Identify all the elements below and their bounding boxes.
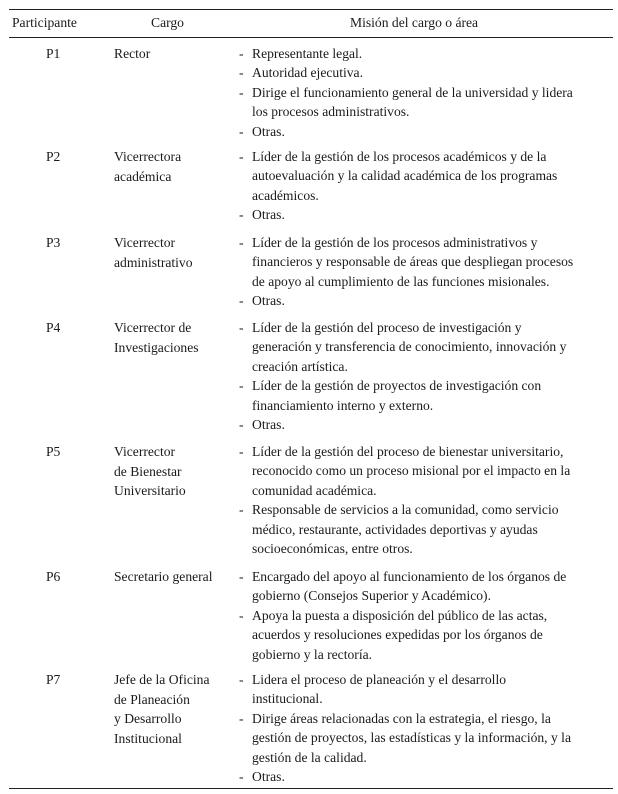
mision-item — [237, 318, 609, 376]
mision-line: los procesos administrativos. — [252, 104, 410, 120]
mision-item — [237, 415, 609, 434]
mision-line: académicos. — [252, 187, 319, 203]
participant-id: P7 — [46, 672, 61, 687]
mision-line: médico, restaurante, actividades deportivas y ayudas — [252, 521, 538, 537]
mision-line: Encargado del apoyo al funcionamiento de los órganos de — [252, 569, 567, 584]
mision-line: Representante legal. — [252, 46, 363, 61]
mision-item — [237, 606, 609, 664]
mision-item — [237, 709, 609, 767]
bullet-dash: - — [239, 417, 244, 433]
participant-id: P2 — [46, 149, 61, 164]
mision-line: Líder de la gestión del proceso de investigación y — [252, 320, 522, 335]
mision-item — [237, 205, 609, 224]
mision-line: creación artística. — [252, 358, 348, 374]
bullet-dash: - — [239, 46, 244, 61]
mision-cell — [237, 233, 609, 311]
cargo-line: Rector — [114, 46, 151, 61]
cargo-cell — [114, 233, 236, 272]
mision-item — [237, 44, 609, 63]
cargo-line: Jefe de la Oficina — [114, 672, 210, 687]
mision-line: financieros y responsable de áreas que despliegan procesos — [252, 254, 574, 270]
mision-line: Otras. — [252, 417, 285, 433]
cargo-cell — [114, 670, 236, 748]
bullet-dash: - — [239, 65, 244, 81]
mision-line: gestión de la calidad. — [252, 749, 367, 765]
mision-line: financiamiento interno y externo. — [252, 397, 434, 413]
cargo-line: Vicerrector de — [114, 320, 192, 335]
mision-line: Otras. — [252, 207, 285, 223]
cargo-line: Vicerrector — [114, 235, 176, 250]
participant-id: P6 — [46, 569, 61, 584]
bullet-dash: - — [239, 207, 244, 223]
mision-line: reconocido como un proceso misional por el impacto en la — [252, 463, 571, 479]
mision-item — [237, 122, 609, 141]
bullet-dash: - — [239, 710, 244, 726]
bullet-dash: - — [239, 672, 244, 687]
mision-line: Dirige el funcionamiento general de la universidad y lidera — [252, 84, 573, 100]
cargo-line: Institucional — [114, 730, 182, 746]
bullet-dash: - — [239, 569, 244, 584]
cargo-cell — [114, 147, 236, 186]
mision-line: Otras. — [252, 769, 285, 785]
mision-line: institucional. — [252, 691, 323, 707]
table-bottom-rule — [9, 788, 613, 789]
cargo-line: y Desarrollo — [114, 711, 182, 727]
mision-item — [237, 63, 609, 82]
cargo-line: de Bienestar — [114, 463, 182, 479]
cargo-line: Universitario — [114, 483, 186, 499]
mision-line: de apoyo al cumplimiento de las funciones misionales. — [252, 273, 550, 289]
bullet-dash: - — [239, 769, 244, 785]
cargo-cell — [114, 567, 236, 587]
cargo-cell — [114, 442, 236, 501]
cargo-line: académica — [114, 168, 172, 184]
mision-cell — [237, 567, 609, 664]
mision-line: socioeconómicas, entre otros. — [252, 541, 413, 557]
header-participante: Participante — [12, 15, 77, 30]
mision-cell — [237, 44, 609, 141]
cargo-line: de Planeación — [114, 691, 190, 707]
bullet-dash: - — [239, 123, 244, 139]
bullet-dash: - — [239, 84, 244, 100]
cargo-cell — [114, 318, 236, 357]
bullet-dash: - — [239, 502, 244, 518]
mision-item — [237, 83, 609, 122]
mision-item — [237, 500, 609, 558]
bullet-dash: - — [239, 235, 244, 250]
participant-id: P3 — [46, 235, 61, 250]
mision-line: gestión de proyectos, las estadísticas y la información, y la — [252, 730, 571, 746]
mision-line: gobierno y la rectoría. — [252, 646, 373, 662]
mision-line: Lidera el proceso de planeación y el desarrollo — [252, 672, 507, 687]
table-header-rule — [9, 37, 613, 38]
bullet-dash: - — [239, 444, 244, 459]
mision-item — [237, 376, 609, 415]
cargo-line: Vicerrector — [114, 444, 176, 459]
mision-item — [237, 233, 609, 291]
mision-item — [237, 442, 609, 500]
mision-line: autoevaluación y la calidad académica de los programas — [252, 168, 558, 184]
mision-item — [237, 567, 609, 606]
mision-item — [237, 291, 609, 310]
cargo-line: Vicerrectora — [114, 149, 182, 164]
header-cargo: Cargo — [151, 15, 184, 30]
mision-line: Líder de la gestión del proceso de bienestar universitario, — [252, 444, 564, 459]
header-mision: Misión del cargo o área — [350, 15, 479, 30]
mision-line: acuerdos y resoluciones expedidas por los órganos de — [252, 627, 543, 643]
table-top-rule — [9, 9, 613, 10]
bullet-dash: - — [239, 320, 244, 335]
mision-cell — [237, 147, 609, 225]
mision-line: Otras. — [252, 293, 285, 309]
mision-line: comunidad académica. — [252, 482, 377, 498]
mision-cell — [237, 442, 609, 558]
mision-line: Dirige áreas relacionadas con la estrategia, el riesgo, la — [252, 710, 551, 726]
bullet-dash: - — [239, 293, 244, 309]
bullet-dash: - — [239, 607, 244, 623]
mision-line: Apoya la puesta a disposición del público de las actas, — [252, 607, 548, 623]
participant-id: P1 — [46, 46, 61, 61]
mision-line: Autoridad ejecutiva. — [252, 65, 363, 81]
mision-line: Líder de la gestión de los procesos académicos y de la — [252, 149, 547, 164]
cargo-line: administrativo — [114, 254, 193, 270]
mision-line: Líder de la gestión de proyectos de investigación con — [252, 378, 542, 394]
mision-line: Otras. — [252, 123, 285, 139]
cargo-line: Secretario general — [114, 569, 213, 584]
mision-line: Responsable de servicios a la comunidad, como servicio — [252, 502, 559, 518]
mision-cell — [237, 670, 609, 786]
participant-id: P4 — [46, 320, 61, 335]
mision-item — [237, 147, 609, 205]
mision-cell — [237, 318, 609, 434]
bullet-dash: - — [239, 149, 244, 164]
cargo-cell — [114, 44, 236, 64]
mision-line: Líder de la gestión de los procesos administrativos y — [252, 235, 538, 250]
bullet-dash: - — [239, 378, 244, 394]
mision-item — [237, 670, 609, 709]
mision-item — [237, 767, 609, 786]
participant-id: P5 — [46, 444, 61, 459]
cargo-line: Investigaciones — [114, 339, 199, 355]
mision-line: generación y transferencia de conocimiento, innovación y — [252, 339, 567, 355]
mision-line: gobierno (Consejos Superior y Académico). — [252, 588, 491, 604]
